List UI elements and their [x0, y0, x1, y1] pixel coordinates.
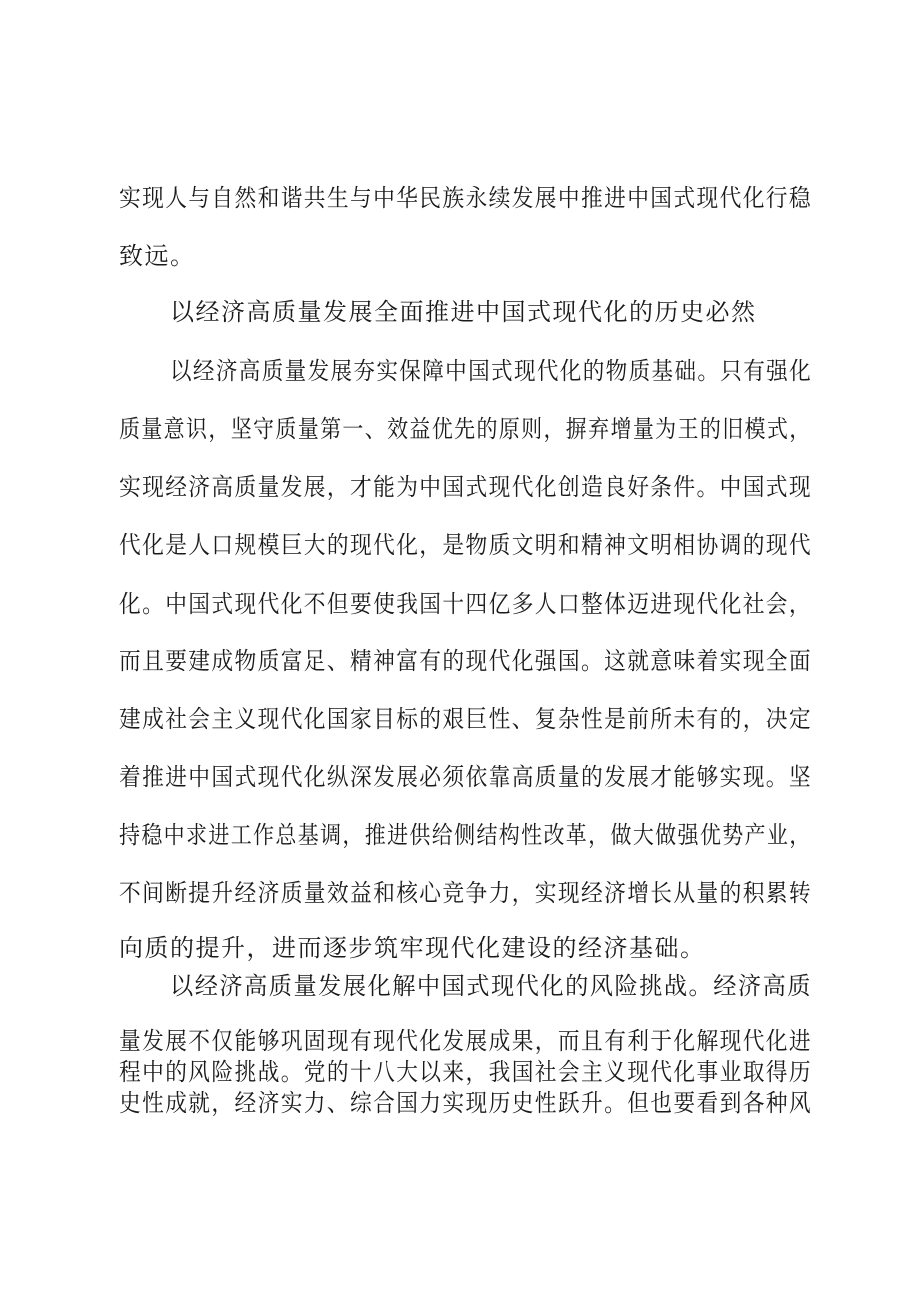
text-line: 而且要建成物质富足、精神富有的现代化强国。这就意味着实现全面	[119, 647, 813, 675]
text-line: 质量意识，坚守质量第一、效益优先的原则，摒弃增量为王的旧模式，	[119, 415, 812, 443]
text-line: 建成社会主义现代化国家目标的艰巨性、复杂性是前所未有的，决定	[119, 705, 813, 733]
text-line: 向质的提升，进而逐步筑牢现代化建设的经济基础。	[119, 934, 706, 962]
text-line: 史性成就，经济实力、综合国力实现历史性跃升。但也要看到各种风	[119, 1089, 813, 1117]
text-line: 实现经济高质量发展，才能为中国式现代化创造良好条件。中国式现	[119, 473, 813, 501]
text-line: 实现人与自然和谐共生与中华民族永续发展中推进中国式现代化行稳	[119, 184, 813, 212]
text-line: 持稳中求进工作总基调，推进供给侧结构性改革，做大做强优势产业，	[119, 821, 812, 849]
text-line: 以经济高质量发展夯实保障中国式现代化的物质基础。只有强化	[170, 357, 813, 385]
text-line: 量发展不仅能够巩固现有现代化发展成果，而且有利于化解现代化进	[119, 1027, 813, 1055]
text-line: 不间断提升经济质量效益和核心竞争力，实现经济增长从量的积累转	[119, 879, 813, 907]
text-line: 化。中国式现代化不但要使我国十四亿多人口整体迈进现代化社会，	[119, 590, 813, 618]
text-line: 代化是人口规模巨大的现代化，是物质文明和精神文明相协调的现代	[119, 531, 813, 559]
text-line: 以经济高质量发展化解中国式现代化的风险挑战。经济高质	[170, 972, 812, 1000]
text-line: 致远。	[119, 242, 196, 270]
text-line: 着推进中国式现代化纵深发展必须依靠高质量的发展才能够实现。坚	[119, 763, 813, 791]
section-heading: 以经济高质量发展全面推进中国式现代化的历史必然	[170, 298, 757, 326]
text-line: 程中的风险挑战。党的十八大以来，我国社会主义现代化事业取得历	[119, 1058, 813, 1086]
